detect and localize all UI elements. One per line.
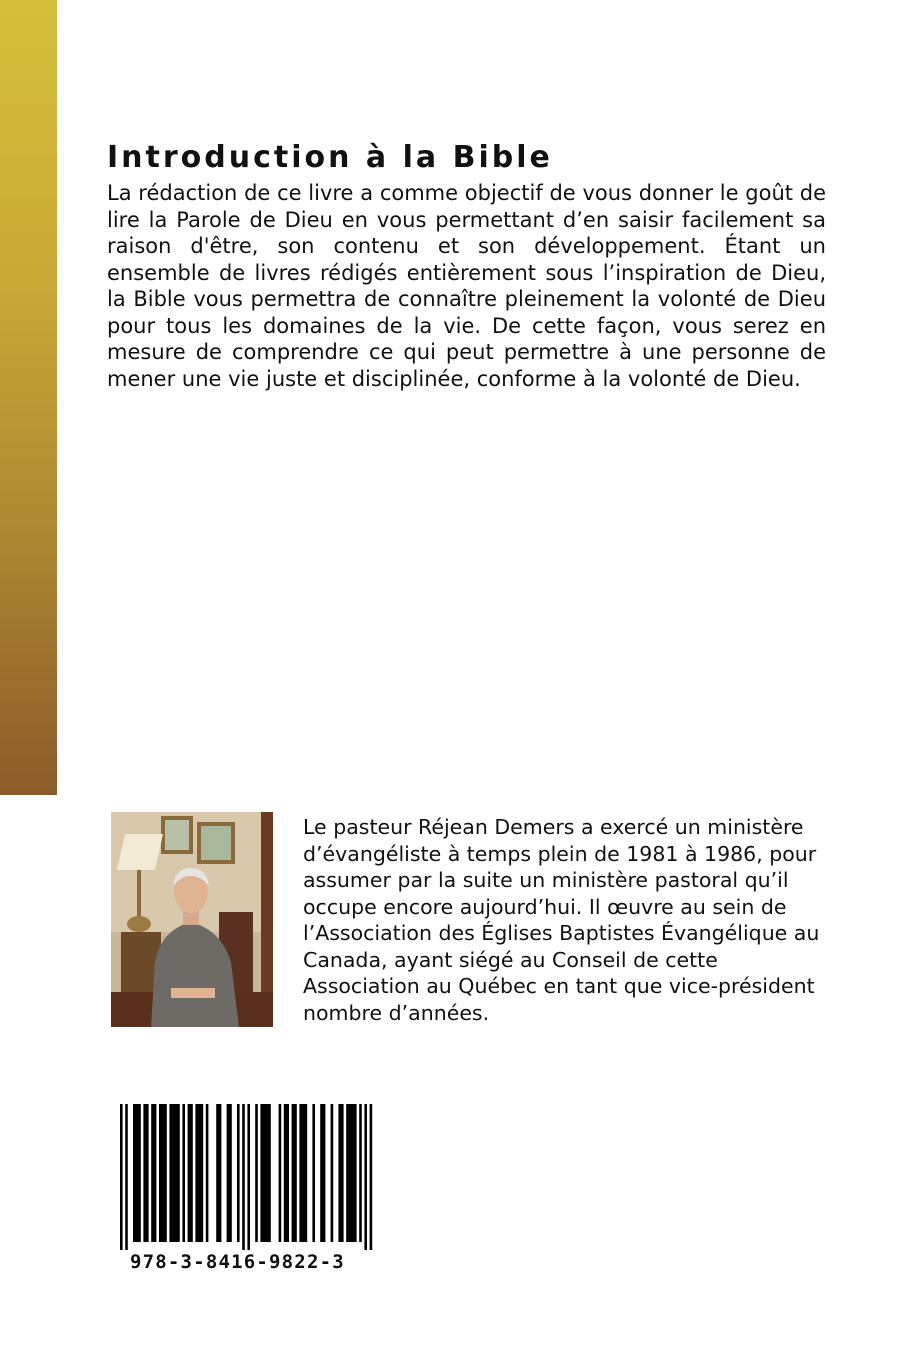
isbn-barcode — [112, 1100, 388, 1285]
barcode-bar — [120, 1104, 123, 1250]
barcode-bar — [346, 1104, 356, 1242]
barcode-bar — [370, 1104, 373, 1250]
book-title: Introduction à la Bible — [107, 140, 553, 175]
barcode-bar — [206, 1104, 209, 1242]
barcode-bar — [247, 1104, 250, 1250]
barcode-bar — [188, 1104, 193, 1242]
barcode-bar — [182, 1104, 185, 1242]
barcode-bar — [284, 1104, 289, 1242]
cover-color-band — [0, 0, 57, 795]
barcode-bar — [331, 1104, 334, 1242]
isbn-number: 978-3-8416-9822-3 — [130, 1251, 345, 1273]
barcode-bar — [125, 1104, 128, 1250]
barcode-bar — [364, 1104, 367, 1250]
barcode-bar — [279, 1104, 282, 1242]
author-bio: Le pasteur Réjean Demers a exercé un ministère d’évangéliste à temps plein de 1981 à 1986, pour assumer par la suite un ministère pastoral qu’il occupe encore aujourd’hui. Il œuvre au sein de l’Association des Églises Baptistes Évangélique au Canada, ayant siégé au Conseil de cette Association au Québec en tant que vice-président nombre d’années. — [303, 815, 820, 1025]
barcode-bars — [112, 1100, 388, 1250]
barcode-bar — [195, 1104, 203, 1242]
author-photo — [111, 812, 273, 1027]
barcode-bar — [312, 1104, 315, 1242]
barcode-bar — [359, 1104, 362, 1242]
barcode-bar — [338, 1104, 343, 1242]
barcode-bar — [299, 1104, 307, 1242]
barcode-bar — [151, 1104, 156, 1242]
book-blurb: La rédaction de ce livre a comme objectif de vous donner le goût de lire la Parole de Dieu en vous permettant d’en saisir facilement sa raison d'être, son contenu et son développement. Étant un ensemble de livres rédigés entièrement sous l’inspiration de Dieu, la Bible vous permettra de connaître pleinement la volonté de Dieu pour tous les domaines de la vie. De cette façon, vous serez en mesure de comprendre ce qui peut permettre à une personne de mener une vie juste et disciplinée, conforme à la volonté de Dieu. — [107, 181, 826, 391]
barcode-bar — [260, 1104, 270, 1242]
barcode-bar — [143, 1104, 148, 1242]
barcode-bar — [159, 1104, 167, 1242]
barcode-bar — [237, 1104, 240, 1242]
barcode-bar — [169, 1104, 179, 1242]
barcode-bar — [242, 1104, 245, 1250]
barcode-bar — [292, 1104, 297, 1242]
barcode-bar — [320, 1104, 325, 1242]
barcode-bar — [227, 1104, 232, 1242]
barcode-bar — [255, 1104, 258, 1242]
barcode-bar — [216, 1104, 221, 1242]
barcode-bar — [133, 1104, 141, 1242]
